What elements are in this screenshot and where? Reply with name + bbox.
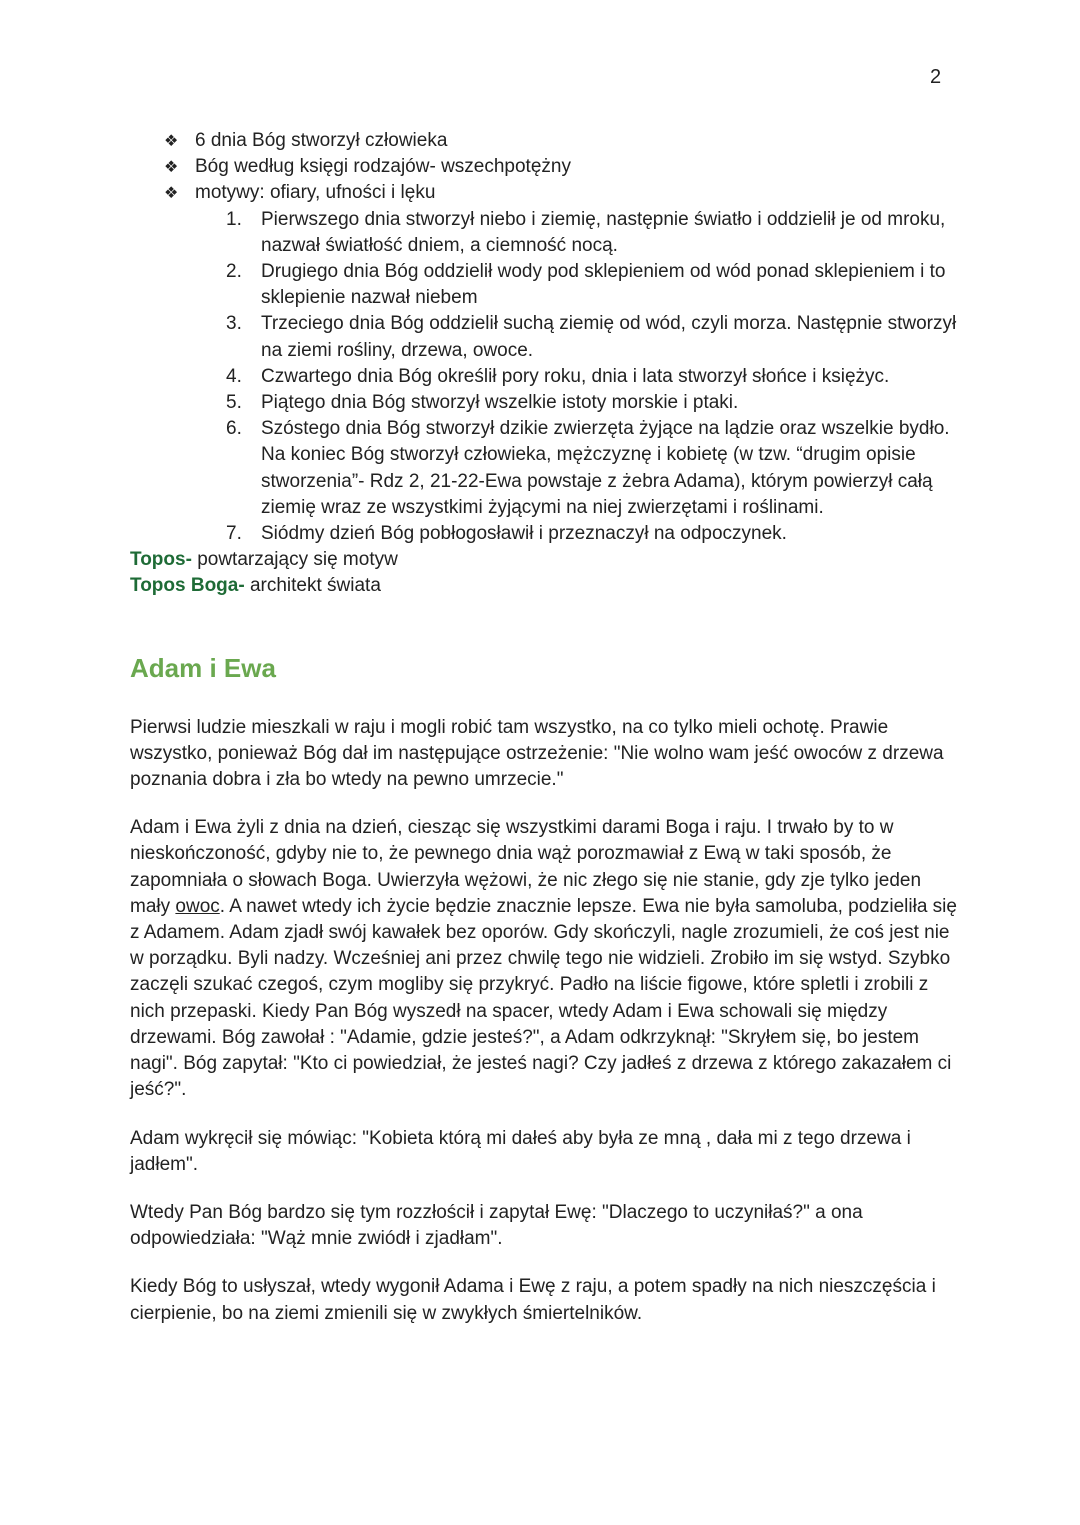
bullet-text: Bóg według księgi rodzajów- wszechpotężny [195,156,571,178]
list-item [164,154,960,180]
paragraph [130,815,960,1103]
page-number: 2 [930,66,942,88]
paragraph: Wtedy Pan Bóg bardzo się tym rozzłościł i zapytał Ewę: "Dlaczego to uczyniłaś?" a ona odpowiedziała: "Wąż mnie zwiódł i zjadłam". [130,1201,863,1250]
list-item [226,364,960,390]
diamond-bullet-icon: ❖ [164,157,179,177]
term-definition [130,547,960,573]
paragraph: Adam wykręcił się mówiąc: "Kobieta którą mi dałeś aby była ze mną , dała mi z tego drzewa i jadłem". [130,1127,911,1175]
list-text: Drugiego dnia Bóg oddzielił wody pod sklepieniem od wód ponad sklepieniem i to sklepienie nazwał niebem [261,261,946,309]
list-text: Piątego dnia Bóg stworzył wszelkie istoty morskie i ptaki. [261,392,739,414]
list-text: Trzeciego dnia Bóg oddzielił suchą ziemię od wód, czyli morza. Następnie stworzył na ziemi rośliny, drzewa, owoce. [261,313,957,361]
list-number: 5. [226,392,242,414]
diamond-bullet-icon: ❖ [164,183,179,203]
list-number: 3. [226,313,242,335]
list-text: Pierwszego dnia stworzył niebo i ziemię, następnie światło i oddzielił je od mroku, nazwał światłość dniem, a ciemność nocą. [261,208,946,256]
document-body [130,128,960,1327]
list-item [226,311,960,363]
paragraph: Pierwsi ludzie mieszkali w raju i mogli robić tam wszystko, na co tylko mieli ochotę. Prawie wszystko, ponieważ Bóg dał im następujące ostrzeżenie: "Nie wolno wam jeść owoców z drzewa poznania dobra i zła bo wtedy na pewno umrzecie." [130,716,944,791]
section-heading: Adam i Ewa [130,652,276,683]
term-label: Topos Boga- [130,575,245,597]
list-item [226,521,960,547]
paragraph: Kiedy Bóg to usłyszał, wtedy wygonił Adama i Ewę z raju, a potem spadły na nich nieszczęścia i cierpienie, bo na ziemi zmienili się w zwykłych śmiertelników. [130,1276,936,1324]
term-text: architekt świata [244,575,381,597]
list-number: 4. [226,365,242,387]
list-text: Czwartego dnia Bóg określił pory roku, dnia i lata stworzył słońce i księżyc. [261,365,890,387]
list-item [226,416,960,521]
list-item [226,207,960,259]
list-number: 6. [226,418,242,440]
bullet-text: 6 dnia Bóg stworzył człowieka [195,130,448,151]
paragraph-text: . A nawet wtedy ich życie będzie znacznie lepsze. Ewa nie była samoluba, podzieliła się z Adamem. Adam zjadł swój kawałek bez oporów. Gdy skończyli, nagle zrozumieli, że coś jest nie w porządku. Byli nadzy. Wcześniej ani przez chwilę tego nie widzieli. Zrobiło im się wstyd. Szybko zaczęli szukać czegoś, czym mogliby się przykryć. Padło na liście figowe, które spletli i zrobili z nich przepaski. Kiedy Pan Bóg wyszedł na spacer, wtedy Adam i Ewa schowali się między drzewami. Bóg zawołał : "Adamie, gdzie jesteś?", a Adam odkrzyknął: "Skryłem się, bo jestem nagi". Bóg zapytał: "Kto ci powiedział, że jesteś nagi? Czy jadłeś z drzewa z którego zakazałem ci jeść?". [130,895,957,1101]
list-item [164,128,960,154]
list-number: 1. [226,208,242,230]
list-text: Szóstego dnia Bóg stworzył dzikie zwierzęta żyjące na lądzie oraz wszelkie bydło. Na koniec Bóg stworzył człowieka, mężczyznę i kobietę (w tzw. “drugim opisie stworzenia”- Rdz 2, 21-22-Ewa powstaje z żebra Adama), którym powierzył całą ziemię wraz ze wszystkimi żyjącymi na niej zwierzętami i roślinami. [261,418,950,518]
term-text: powtarzający się motyw [191,549,398,571]
list-number: 7. [226,523,242,545]
paragraph-text: Adam i Ewa żyli z dnia na dzień, ciesząc się wszystkimi darami Boga i raju. I trwało by to w nieskończoność, gdyby nie to, że pewnego dnia wąż porozmawiał z Ewą w taki sposób, że zapomniała o słowach Boga. Uwierzyła wężowi, że nic złego się nie stanie, gdy zje tylko jeden mały [130,817,922,917]
list-number: 2. [226,261,242,283]
bullet-text: motywy: ofiary, ufności i lęku [195,182,436,204]
underlined-word: owoc [175,895,220,917]
list-item [164,180,960,206]
diamond-bullet-icon: ❖ [164,131,179,150]
creation-days-list [130,207,960,548]
bullet-list [130,128,960,207]
term-definition [130,573,960,599]
term-label: Topos- [130,549,192,571]
list-text: Siódmy dzień Bóg pobłogosławił i przeznaczył na odpoczynek. [261,523,787,545]
list-item [226,259,960,311]
list-item [226,390,960,416]
